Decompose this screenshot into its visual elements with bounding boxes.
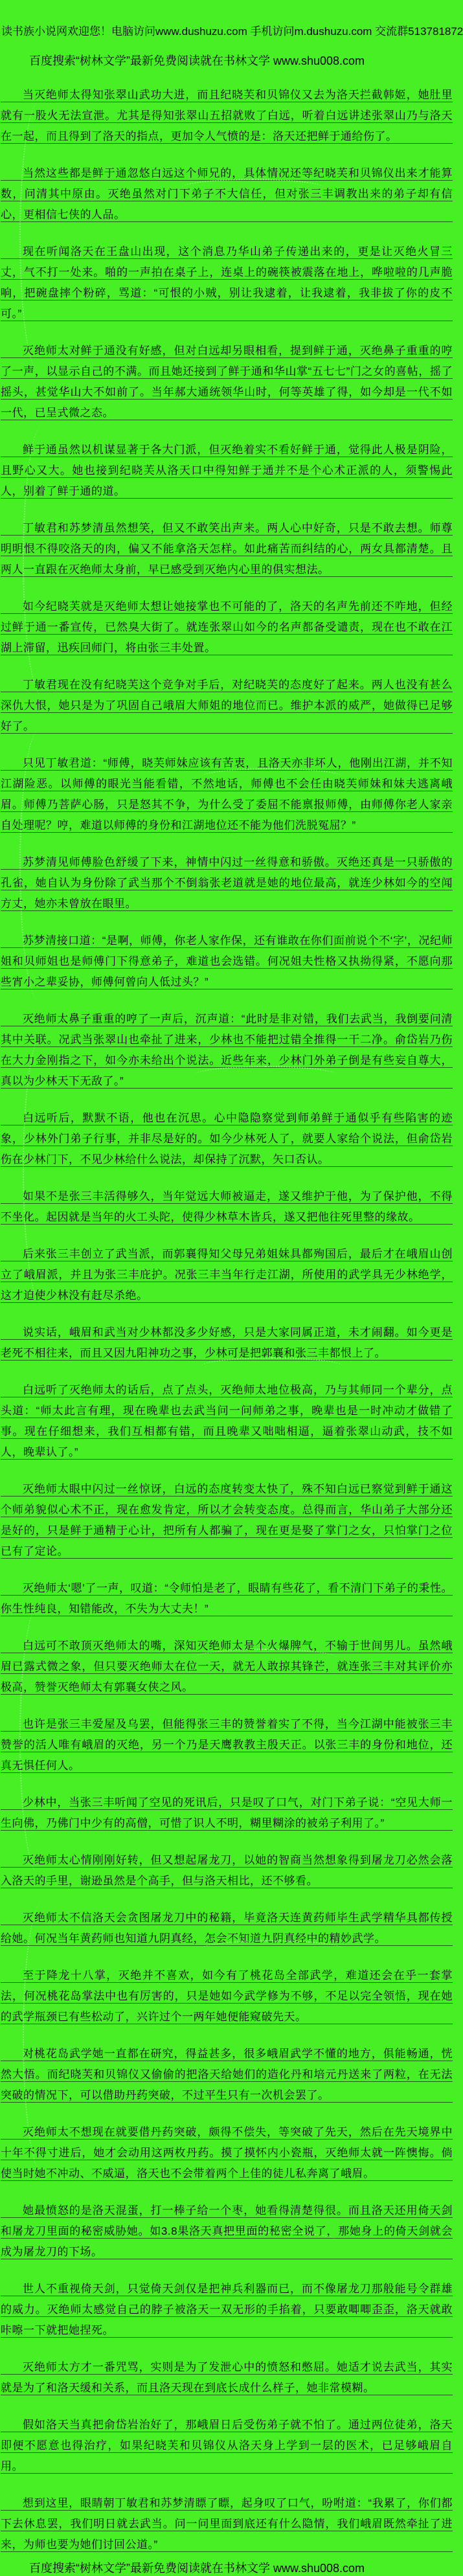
novel-paragraph: 灭绝师太眼中闪过一丝惊讶，白远的态度转变太快了，殊不知白远已察觉到鲜于通这个师弟貌似心术不正，现在愈发肯定，所以才会转变态度。总得而言，华山弟子大部分还是好的，只是鲜于通精于心计，把所有人都骗了，现在更是娶了掌门之女，只怕掌门之位已有了定论。: [1, 1479, 453, 1562]
novel-paragraph: 灭绝师太‘嗯’了一声，叹道：“令师怕是老了，眼睛有些花了，看不清门下弟子的秉性。你生性纯良，知错能改，不失为大丈夫！”: [1, 1578, 453, 1620]
novel-paragraph: 如果不是张三丰活得够久，当年觉远大师被逼走，遂又维护于他，为了保护他，不得不坐化。起因就是当年的火工头陀，使得少林草木皆兵，遂又把他往死里整的缘故。: [1, 1186, 453, 1228]
novel-paragraph: 灭绝师太鼻子重重的哼了一声后，沉声道：“此时是非对错，我们去武当，我倒要问清其中关联。况武当张翠山也牵扯了进来，少林也不能把过错全推得一干二净。俞岱岩乃伤在大力金刚指之下，如今亦未给出个说法。近些年来，少林门外弟子倒是有些妄自尊大，真以为少林天下无敌了。”: [1, 1009, 453, 1092]
novel-paragraph: 说实话，峨眉和武当对少林都没多少好感，只是大家同属正道，未才闹翻。如今更是老死不相往来，而且又因九阳神功之事，少林可是把郭襄和张三丰都恨上了。: [1, 1322, 453, 1364]
novel-paragraph: 灭绝师太心情刚刚好转，但又想起屠龙刀，以她的智商当然想象得到屠龙刀必然会落入洛天的手里，谢逊虽然是个高手，但与洛天相比，还不够看。: [1, 1850, 453, 1892]
novel-paragraph: 鲜于通虽然以机谋显著于各大门派，但灭绝着实不看好鲜于通，觉得此人极是阴险，且野心又大。她也接到纪晓芙从洛天口中得知鲜于通并不是个心术正派的人，须警惕此人，别着了鲜于通的道。: [1, 440, 453, 502]
promo-banner-bottom: 百度搜索“树林文学”最新免费阅读就在书林文学 www.shu008.com: [29, 2562, 365, 2575]
novel-reader-page: [0, 23, 463, 2575]
novel-paragraph: 至于降龙十八掌，灭绝并不喜欢，如今有了桃花岛全部武学，难道还会在乎一套掌法，何况桃花岛掌法中也有厉害的，只是她如今武学修为不够，不足以完全领悟，现在她的武学瓶颈已有些松动了，兴许过个一两年她便能窥破先天。: [1, 1965, 453, 2028]
novel-paragraph: 现在听闻洛天在王盘山出现，这个消息乃华山弟子传递出来的，更是让灭绝火冒三丈，气不打一处来。啪的一声拍在桌子上，连桌上的碗筷被震落在地上，哗啦啦的几声脆响，把碗盘摔个粉碎，骂道：“可恨的小贼，别让我逮着，让我逮着，我非拔了你的皮不可。”: [1, 242, 453, 324]
novel-paragraph: 她最愤怒的是洛天混蛋，打一棒子给一个枣，她看得清楚得很。而且洛天还用倚天剑和屠龙刀里面的秘密威胁她。如3.8果洛天真把里面的秘密全说了，那她身上的倚天剑就会成为屠龙刀的下场。: [1, 2200, 453, 2263]
novel-paragraph: 少林中，当张三丰听闻了空见的死讯后，只是叹了口气，对门下弟子说：“空见大师一生向佛，乃佛门中少有的高僧，可惜了识人不明，糊里糊涂的被弟子利用了。”: [1, 1792, 453, 1834]
novel-paragraph: 白远听后，默默不语，他也在沉思。心中隐隐察觉到师弟鲜于通似乎有些陷害的迹象，少林外门弟子行事，并非尽是好的。如今少林死人了，就要人家给个说法，但俞岱岩伤在少林门下，不见少林给什么说法，却保持了沉默，矢口否认。: [1, 1108, 453, 1170]
novel-paragraph: 只见丁敏君道：“师傅，晓芙师妹应该有苦衷，且洛天亦非坏人，他刚出江湖，并不知江湖险恶。以师傅的眼光当能看错，不然地话，师傅也不会任由晓芙师妹和妹夫逃离峨眉。师傅乃菩萨心肠，只是怒其不争，为什么受了委屈不能禀报师傅，由师傅你老人家亲自处理呢？哼，难道以师傅的身份和江湖地位还不能为他们洗脱冤屈？”: [1, 753, 453, 836]
novel-paragraph: 对桃花岛武学她一直都在研究，得益甚多，很多峨眉武学不懂的地方，俱能畅通，恍然大悟。而纪晓芙和贝锦仪又偷偷的把洛天给她们的造化丹和培元丹送来了两粒，在无法突破的情况下，可以借助丹药突破，不过平生只有一次机会罢了。: [1, 2044, 453, 2106]
novel-paragraph: 灭绝师太不想现在就要借丹药突破，颇得不偿失，等突破了先天，然后在先天境界中十年不得寸进后，她才会动用这两枚丹药。摸了摸怀内小瓷瓶，灭绝师太就一阵懊悔。倘使当时她不冲动、不威逼，洛天也不会带着两个上佳的徒儿私奔离了峨眉。: [1, 2122, 453, 2184]
novel-paragraph: 丁敏君现在没有纪晓芙这个竞争对手后，对纪晓芙的态度好了起来。两人也没有甚么深仇大恨，她只是为了巩固自己峨眉大师姐的地位而已。维护本派的威严，她做得已足够好了。: [1, 675, 453, 737]
novel-paragraph: 苏梦清接口道：“是啊，师傅，你老人家作保，还有谁敢在你们面前说个不‘字’，况纪师姐和贝师姐也是师傅门下得意弟子，难道也会选错。何况姐夫性格又执拗得紧，不愿向那些宵小之辈妥协，师傅何曾向人低过头？”: [1, 931, 453, 993]
novel-paragraph: 苏梦清见师傅脸色舒缓了下来，神情中闪过一丝得意和骄傲。灭绝还真是一只骄傲的孔雀，她自认为身份除了武当那个不倒翁张老道就是她的地位最高，就连少林如今的空闻方丈，她亦未曾放在眼里。: [1, 852, 453, 914]
novel-paragraph: 假如洛天当真把俞岱岩治好了，那峨眉日后受伤弟子就不怕了。通过两位徒弟，洛天即便不愿意也得治疗，如果纪晓芙和贝锦仪从洛天身上学到一层的医术，已足够峨眉自用。: [1, 2415, 453, 2477]
novel-paragraph: 也许是张三丰爱屋及乌罢，但能得张三丰的赞誉着实了不得，当今江湖中能被张三丰赞誉的活人唯有峨眉的灭绝，另一个乃是天鹰教教主殷天正。以张三丰的身份和地位，还真无惧任何人。: [1, 1714, 453, 1776]
novel-paragraph: 白远听了灭绝师太的话后，点了点头，灭绝师太地位极高，乃与其师同一个辈分，点头道：“师太此言有理，现在晚辈也去武当问一问师弟之事，晚辈也是一时冲动才做错了事。现在仔细想来，我们互相都有错，而且晚辈又咄咄相逼，逼着张翠山动武，技不如人，晚辈认了。”: [1, 1380, 453, 1463]
novel-paragraph: 灭绝师太方才一番咒骂，实则是为了发泄心中的愤怒和憋屈。她适才说去武当，其实就是为了和洛天缓和关系，而且洛天现在到底长成什么样子，她非常模糊。: [1, 2357, 453, 2399]
promo-banner-top: 百度搜索“树林文学”最新免费阅读就在书林文学 www.shu008.com: [29, 54, 365, 67]
novel-paragraph: 后来张三丰创立了武当派，而郭襄得知父母兄弟姐妹具都殉国后，最后才在峨眉山创立了峨眉派，并且为张三丰庇护。况张三丰当年行走江湖，所使用的武学具无少林绝学，这才迫使少林没有赶尽杀绝。: [1, 1244, 453, 1306]
site-welcome-line: 读书族小说网欢迎您！电脑访问www.dushuzu.com 手机访问m.dushuzu.com 交流群513781872: [1, 25, 463, 38]
novel-paragraph: 想到这里，眼睛朝丁敏君和苏梦清瞟了瞟，起身叹了口气，吩咐道：“我累了，你们都下去休息罢，我们明日就去武当。问一问里面到底还有什么隐情，我们峨眉既然牵扯了进来，为师也要为她们讨回公道。”: [1, 2493, 453, 2555]
novel-paragraph: 世人不重视倚天剑，只觉倚天剑仅是把神兵利器而已，而不像屠龙刀那般能号令群雄的威力。灭绝师太感觉自己的脖子被洛天一双无形的手掐着，只要敢唧唧歪歪，洛天就敢咔嚓一下就把她捏死。: [1, 2279, 453, 2341]
novel-paragraph: 白远可不敢顶灭绝师太的嘴，深知灭绝师太是个火爆脾气，不输于世间男儿。虽然峨眉已露式微之象，但只要灭绝师太在位一天，就无人敢掠其锋芒，就连张三丰对其评价亦极高，赞誉灭绝师太有郭襄女侠之风。: [1, 1636, 453, 1698]
novel-paragraph: 灭绝师太不信洛天会贪图屠龙刀中的秘籍，毕竟洛天连黄药师毕生武学精华具都传授给她。何况当年黄药师也知道九阴真经，怎会不知道九阴真经中的精妙武学。: [1, 1908, 453, 1949]
novel-paragraph: 如今纪晓芙就是灭绝师太想让她接掌也不可能的了，洛天的名声先前还不咋地，但经过鲜于通一番宣传，已然臭大街了。就连张翠山如今的名声都备受谴责，现在也不敢在江湖上滞留，迅疾回师门，将由张三丰处置。: [1, 596, 453, 659]
novel-paragraph: 灭绝师太对鲜于通没有好感，但对白远却另眼相看，提到鲜于通，灭绝鼻子重重的哼了一声，以显示自己的不满。而且她还接到了鲜于通和华山掌“五七七”门之女的喜帖，摇了摇头，甚觉华山大不如前了。当年郝大通统领华山时，何等英雄了得，如今却是一代不如一代，已呈式微之态。: [1, 341, 453, 424]
novel-text-body: [0, 85, 453, 2555]
novel-paragraph: 丁敏君和苏梦清虽然想笑，但又不敢笑出声来。两人心中好奇，只是不敢去想。师尊明明恨不得咬洛天的肉，偏又不能拿洛天怎样。如此痛苦而纠结的心，两女具都清楚。且两人一直跟在灭绝师太身前，早已感受到灭绝内心里的俱实想法。: [1, 518, 453, 580]
novel-paragraph: 当灭绝师太得知张翠山武功大进，而且纪晓芙和贝锦仪又去为洛天拦截韩姬，她肚里就有一股火无法宣泄。尤其是得知张翠山五招就败了白远，听着白远讲述张翠山乃与洛天在一起，而且得到了洛天的指点，更加令人气愤的是：洛天还把鲜于通给伤了。: [1, 85, 453, 147]
novel-paragraph: 当然这些都是鲜于通忽悠白远这个师兄的，具体情况还等纪晓芙和贝锦仪出来才能算数，问清其中原由。灭绝虽然对门下弟子不大信任，但对张三丰调教出来的弟子却有信心，更相信七侠的人品。: [1, 163, 453, 225]
